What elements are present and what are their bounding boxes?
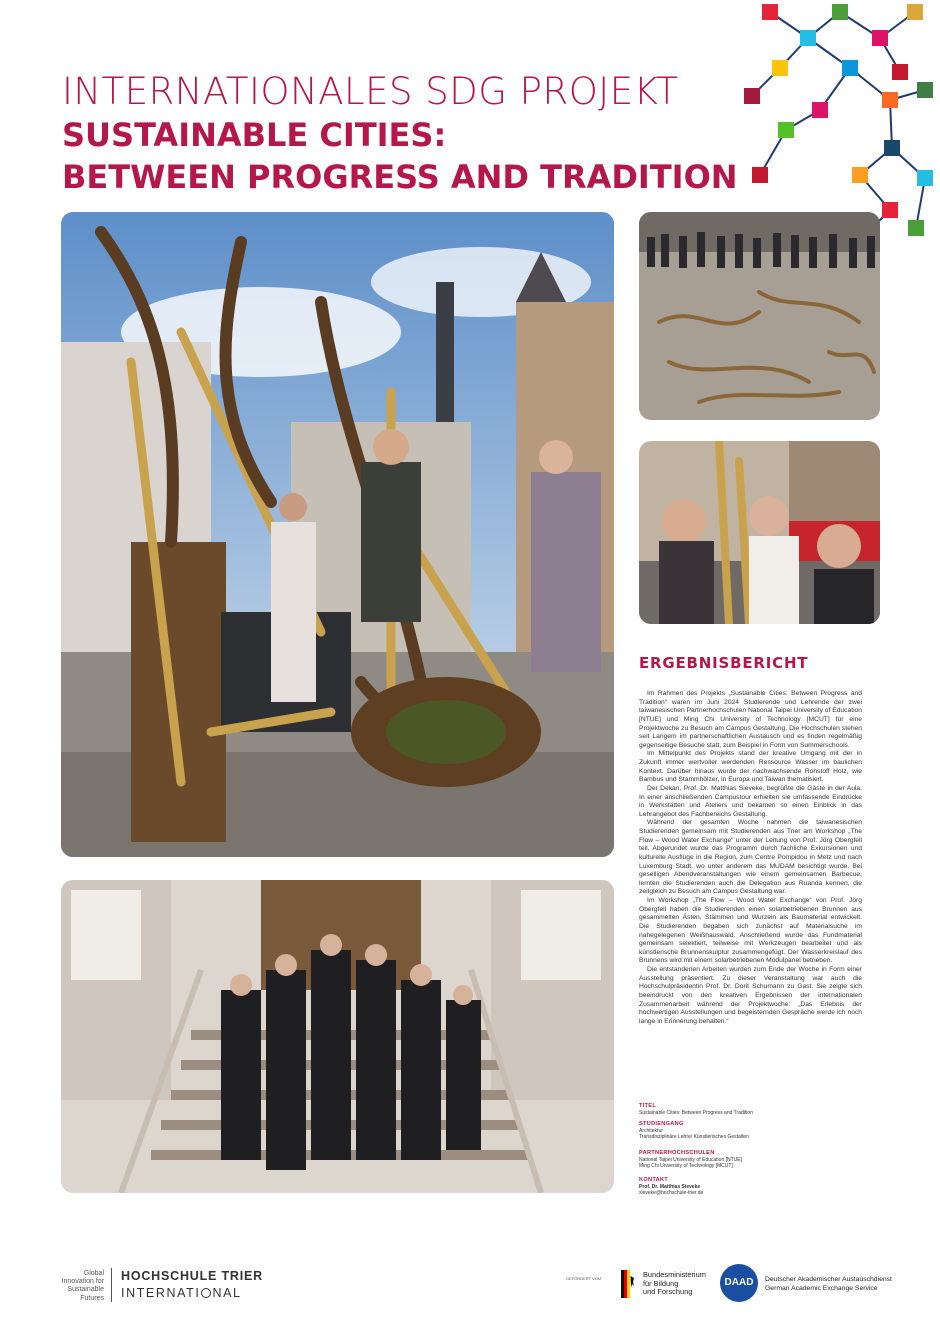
report-paragraph: Im Workshop „The Flow – Wood Water Exchange“ von Prof. Jörg Obergfell haben die Studierenden einen solarbetriebenen Brunnen aus gesammelten Ästen, Stämmen und Wurzeln als Baumaterial entwickelt. Die Studierenden begaben sich zunächst auf Materialsuche im nahegelegenen Weißhauswald. Anschließend wurde das Fundmaterial gemeinsam selektiert, teilweise mit Werkzeugen bearbeitet und als künstlerische Brunnenskulptur zusammengefügt. Der Wasserkreislauf des Brunnens wird mit einem solarbetriebenen Modulpanel betrieben. <box>639 897 862 965</box>
daad-line: German Academic Exchange Service <box>765 1285 878 1292</box>
workshop-illustration <box>639 212 880 420</box>
tagline-line: Innovation for <box>61 1278 104 1286</box>
daad-logo: DAAD <box>720 1264 758 1302</box>
title-line-1: SUSTAINABLE CITIES: <box>62 116 447 154</box>
school-subtitle <box>121 1286 242 1300</box>
photo-bamboo-sculpture <box>61 212 614 857</box>
meta-value: Architektur <box>639 1128 663 1134</box>
bmbf-line: und Forschung <box>643 1287 693 1297</box>
meta-partnerhochschulen <box>639 1150 869 1170</box>
project-kicker: INTERNATIONALES SDG PROJEKT <box>62 70 679 113</box>
meta-label: KONTAKT <box>639 1177 669 1183</box>
report-paragraph: Der Dekan, Prof. Dr. Matthias Sieveke, begrüßte die Gäste in der Aula. In einer anschließenden Campustour erhielten sie umfassende Eindrücke in Werkstätten und Ateliers und bekamen so einen Einblick in das Lehrangebot des Fachbereichs Gestaltung. <box>639 784 862 818</box>
meta-value: Transdisziplinäre Lehre/ Künstlerisches Gestalten <box>639 1134 749 1141</box>
title-line-2: BETWEEN PROGRESS AND TRADITION <box>62 158 738 196</box>
meta-value: National Taipei University of Education [NTUE] <box>639 1157 743 1163</box>
report-text <box>639 690 862 1026</box>
daad-line: Deutscher Akademischer Austauschdienst <box>765 1276 892 1283</box>
federal-eagle-icon <box>621 1270 635 1298</box>
stairs-group-illustration <box>61 880 614 1193</box>
meta-label: STUDIENGANG <box>639 1121 684 1127</box>
photo-students-fountain <box>639 441 880 624</box>
bmbf-line: für Bildung <box>643 1278 679 1288</box>
report-heading: ERGEBNISBERICHT <box>639 654 809 672</box>
tagline-line: Global <box>83 1270 104 1277</box>
school-subtitle-part: INTERNATI <box>121 1286 201 1300</box>
tagline <box>60 1270 104 1303</box>
tagline-line: Sustainable <box>67 1286 104 1294</box>
school-name: HOCHSCHULE TRIER <box>121 1269 263 1283</box>
funding-note: GEFÖRDERT VOM <box>566 1276 602 1281</box>
contact-email[interactable]: sieveke@hochschule-trier.de <box>639 1190 704 1197</box>
report-paragraph: Während der gesamten Woche nahmen die taiwanesischen Studierenden gemeinsam mit Studierenden aus Trier am Workshop „The Flow – Wood Water Exchange“ unter der Leitung von Prof. Jörg Obergfell teil. Abgerundet wurde das Programm durch fachliche Exkursionen und kulturelle Ausflüge in die Region, zum Centre Pompidou in Metz und nach Luxemburg Stadt, wo unter anderem das MUDAM besichtigt wurde. Bei geselligen Abendveranstaltungen wie einem gemeinsamen Barbecue, lernten die Studierenden auch die Delegation aus Ruanda kennen, die zeitgleich zu Besuch am Campus Gestaltung war. <box>639 819 862 896</box>
meta-label: PARTNERHOCHSCHULEN <box>639 1150 715 1156</box>
meta-label: TITEL <box>639 1103 657 1109</box>
meta-value: Sustainable Cities: Between Progress and Tradition <box>639 1110 753 1116</box>
sculpture-illustration <box>61 212 614 857</box>
meta-value: Prof. Dr. Matthias Sieveke <box>639 1184 701 1190</box>
daad-name <box>765 1275 892 1293</box>
meta-titel <box>639 1103 869 1116</box>
photo-group-stairs <box>61 880 614 1193</box>
report-paragraph: Im Rahmen des Projekts „Sustainable Cities: Between Progress and Tradition“ waren im Juni 2024 Studierende und Lehrende der zwei taiwanesischen Partnerhochschulen National Taipei University of Education [NTUE] und Ming Chi University of Technology [MCUT] für eine Projektwoche zu Besuch am Campus Gestaltung. Die Hochschulen stehen seit Langem im partnerschaftlichen Austausch und es finden regelmäßig gegenseitige Besuche statt, zum Beispiel in Form von Summerschools. <box>639 690 862 749</box>
bmbf-line: Bundesministerium <box>643 1270 706 1279</box>
report-paragraph: Im Mittelpunkt des Projekts stand der kreative Umgang mit der in Zukunft immer wertvoller werdenden Ressource Wasser im baulichen Kontext. Darüber hinaus wurde der nachwachsende Rohstoff Holz, wie Bambus und Stammhölzer, in Europa und Taiwan thematisiert. <box>639 750 862 784</box>
tagline-line: Futures <box>80 1294 104 1302</box>
report-paragraph: Die entstandenen Arbeiten wurden zum Ende der Woche in Form einer Ausstellung präsentiert. Zu dieser Veranstaltung war auch die Hochschulpräsidentin Prof. Dr. Dorit Schumann zu Gast. Sie zeigte sich beeindruckt von den kreativen Ergebnissen der internationalen Zusammenarbeit während der Projektwoche: „Das Erlebnis der hochwertigen Ausstellungen und begeisternden Gespräche werde ich noch lange in Erinnerung behalten.“ <box>639 966 862 1025</box>
footer-divider <box>111 1268 112 1302</box>
page-title <box>62 114 738 198</box>
meta-value: Ming Chi University of Technology [MCUT] <box>639 1163 733 1170</box>
meta-studiengang <box>639 1121 869 1141</box>
bmbf-logo-text <box>643 1271 706 1297</box>
globe-o-icon <box>201 1288 211 1298</box>
school-subtitle-part: NAL <box>212 1286 242 1300</box>
photo-workshop-group <box>639 212 880 420</box>
meta-kontakt <box>639 1177 869 1197</box>
fountain-closeup-illustration <box>639 441 880 624</box>
